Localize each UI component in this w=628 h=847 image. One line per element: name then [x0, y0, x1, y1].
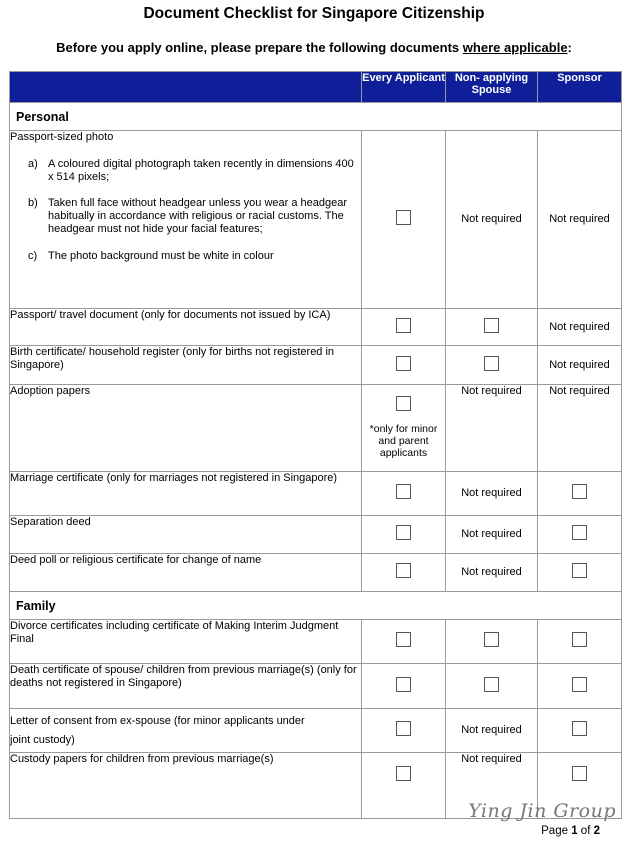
list-text: Taken full face without headgear unless you wear a headgear habitually in accordance with religious or racial customs. The headgear must not hide your facial features;	[48, 197, 348, 235]
row-text-line1: Letter of consent from ex-spouse (for minor applicants under	[10, 715, 305, 727]
section-personal	[10, 103, 622, 131]
row-title: Passport-sized photo	[10, 131, 114, 143]
row-description: Marriage certificate (only for marriages not registered in Singapore)	[10, 472, 362, 516]
cell-every-applicant	[362, 620, 446, 664]
page-total: 2	[593, 825, 600, 837]
cell-spouse	[446, 620, 538, 664]
header-non-applying-spouse: Non- applying Spouse	[446, 72, 538, 103]
cell-sponsor	[538, 516, 622, 554]
cell-every-applicant	[362, 554, 446, 592]
checkbox[interactable]	[396, 318, 411, 333]
checkbox[interactable]	[572, 721, 587, 736]
checkbox[interactable]	[572, 766, 587, 781]
table-row	[10, 554, 622, 592]
cell-every-applicant	[362, 385, 446, 472]
cell-every-applicant	[362, 516, 446, 554]
table-row	[10, 346, 622, 385]
checkbox[interactable]	[396, 632, 411, 647]
row-description: Divorce certificates including certificate of Making Interim Judgment Final	[10, 620, 362, 664]
table-header	[10, 72, 622, 103]
cell-spouse: Not required	[446, 516, 538, 554]
cell-every-applicant	[362, 131, 446, 309]
cell-spouse	[446, 346, 538, 385]
section-title: Personal	[10, 103, 622, 131]
every-applicant-note: *only for minor and parent applicants	[369, 423, 438, 459]
row-text-line2: joint custody)	[10, 734, 75, 746]
row-description: Separation deed	[10, 516, 362, 554]
checkbox[interactable]	[396, 210, 411, 225]
checkbox[interactable]	[396, 525, 411, 540]
brand-watermark: Ying Jin Group	[468, 800, 616, 822]
list-item	[10, 197, 361, 236]
table-row	[10, 309, 622, 346]
list-item	[10, 158, 361, 184]
list-label: a)	[28, 158, 38, 170]
subtitle-text: Before you apply online, please prepare the following documents	[56, 40, 463, 55]
table-row	[10, 131, 622, 309]
checkbox[interactable]	[484, 677, 499, 692]
checkbox[interactable]	[572, 632, 587, 647]
cell-every-applicant	[362, 753, 446, 819]
row-description	[10, 131, 362, 309]
cell-spouse: Not required	[446, 709, 538, 753]
section-family	[10, 592, 622, 620]
checkbox[interactable]	[396, 766, 411, 781]
checkbox[interactable]	[484, 318, 499, 333]
header-blank	[10, 72, 362, 103]
cell-every-applicant	[362, 346, 446, 385]
subtitle-underlined: where applicable	[462, 40, 568, 55]
cell-spouse: Not required	[446, 472, 538, 516]
cell-sponsor	[538, 664, 622, 709]
table-row	[10, 664, 622, 709]
section-title: Family	[10, 592, 622, 620]
header-sponsor: Sponsor	[538, 72, 622, 103]
table-row	[10, 516, 622, 554]
row-description: Birth certificate/ household register (only for births not registered in Singapore)	[10, 346, 362, 385]
cell-sponsor: Not required	[538, 131, 622, 309]
cell-sponsor: Not required	[538, 309, 622, 346]
cell-every-applicant	[362, 472, 446, 516]
page-prefix: Page	[541, 825, 572, 837]
cell-sponsor: Not required	[538, 346, 622, 385]
list-text: A coloured digital photograph taken recently in dimensions 400 x 514 pixels;	[48, 158, 354, 183]
checkbox[interactable]	[396, 396, 411, 411]
table-row	[10, 709, 622, 753]
document-title: Document Checklist for Singapore Citizenship	[143, 5, 485, 22]
cell-sponsor	[538, 709, 622, 753]
table-row	[10, 620, 622, 664]
checkbox[interactable]	[572, 484, 587, 499]
cell-spouse: Not required	[446, 385, 538, 472]
cell-every-applicant	[362, 709, 446, 753]
checkbox[interactable]	[396, 356, 411, 371]
checkbox[interactable]	[396, 677, 411, 692]
row-description: Adoption papers	[10, 385, 362, 472]
list-item	[10, 250, 361, 263]
cell-spouse: Not required	[446, 753, 538, 819]
cell-sponsor: Not required	[538, 385, 622, 472]
row-description: Passport/ travel document (only for documents not issued by ICA)	[10, 309, 362, 346]
checkbox[interactable]	[572, 525, 587, 540]
cell-spouse: Not required	[446, 131, 538, 309]
table-row	[10, 385, 622, 472]
cell-every-applicant	[362, 309, 446, 346]
list-text: The photo background must be white in colour	[48, 250, 274, 262]
list-label: b)	[28, 197, 38, 209]
header-every-applicant: Every Applicant	[362, 72, 446, 103]
row-description	[10, 709, 362, 753]
page-number	[541, 825, 600, 837]
row-description: Death certificate of spouse/ children from previous marriage(s) (only for deaths not registered in Singapore)	[10, 664, 362, 709]
checkbox[interactable]	[396, 721, 411, 736]
cell-every-applicant	[362, 664, 446, 709]
row-description: Custody papers for children from previous marriage(s)	[10, 753, 362, 819]
page-current: 1	[571, 825, 578, 837]
subtitle-colon: :	[567, 40, 572, 55]
table-row	[10, 472, 622, 516]
page-of: of	[577, 825, 594, 837]
checkbox[interactable]	[572, 677, 587, 692]
checkbox[interactable]	[396, 484, 411, 499]
cell-sponsor	[538, 472, 622, 516]
checkbox[interactable]	[572, 563, 587, 578]
cell-spouse	[446, 309, 538, 346]
checkbox[interactable]	[396, 563, 411, 578]
cell-sponsor	[538, 620, 622, 664]
checkbox[interactable]	[484, 632, 499, 647]
checklist-table	[9, 71, 622, 819]
sub-list	[10, 158, 361, 263]
cell-sponsor	[538, 554, 622, 592]
checkbox[interactable]	[484, 356, 499, 371]
cell-spouse: Not required	[446, 554, 538, 592]
list-label: c)	[28, 250, 38, 262]
row-description: Deed poll or religious certificate for change of name	[10, 554, 362, 592]
subtitle	[0, 40, 628, 55]
cell-spouse	[446, 664, 538, 709]
